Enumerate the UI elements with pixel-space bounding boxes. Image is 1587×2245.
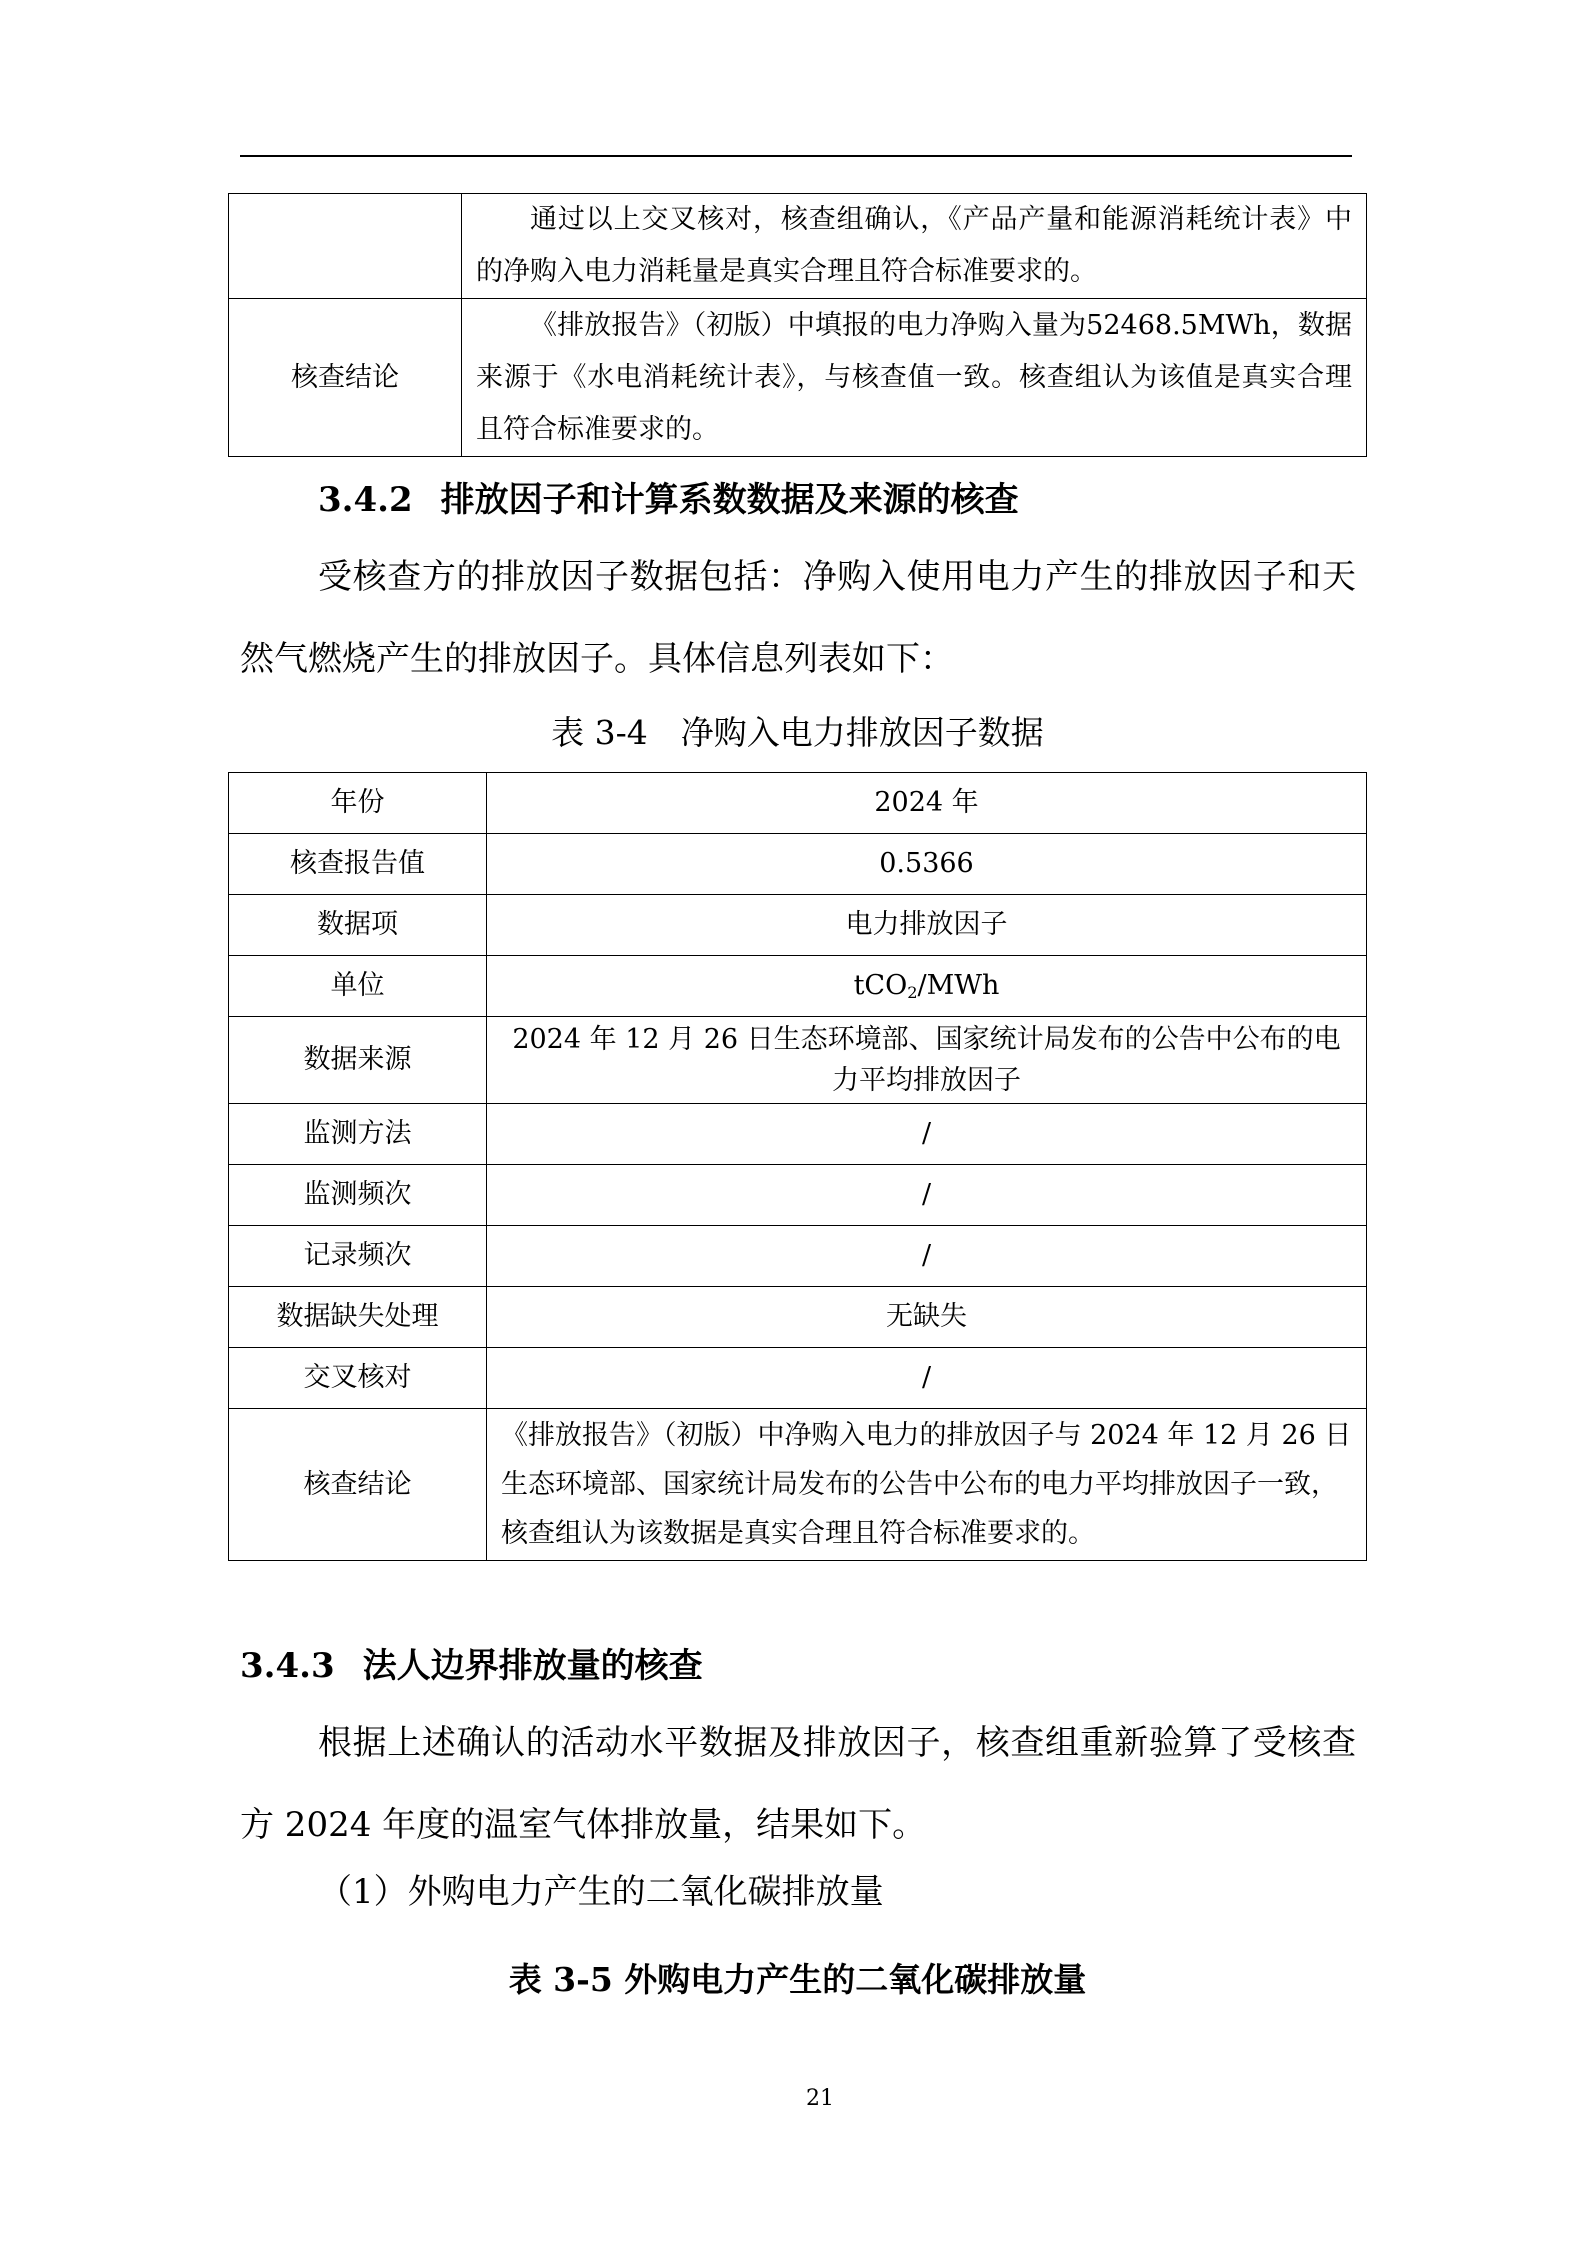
table-cell-value (487, 956, 1367, 1017)
table-cell-label: 核查结论 (229, 1409, 487, 1561)
table-row (229, 1226, 1367, 1287)
table-cell-value: 0.5366 (487, 834, 1367, 895)
table-cell-value: 《排放报告》（初版）中净购入电力的排放因子与 2024 年 12 月 26 日生态环境部、国家统计局发布的公告中公布的电力平均排放因子一致，核查组认为该数据是真实合理且符合标准要求的。 (487, 1409, 1367, 1561)
table-cell-label: 记录频次 (229, 1226, 487, 1287)
table-cell-label: 核查报告值 (229, 834, 487, 895)
table-cell-label: 年份 (229, 773, 487, 834)
table-cell-label: 交叉核对 (229, 1348, 487, 1409)
table-caption-3-5: 表 3-5 外购电力产生的二氧化碳排放量 (508, 1960, 1087, 1999)
unit-prefix: tCO (853, 970, 908, 1001)
table-cell-value: 2024 年 (487, 773, 1367, 834)
table-row (229, 1104, 1367, 1165)
unit-subscript: 2 (907, 983, 918, 1003)
table-cell-text: 《排放报告》（初版）中填报的电力净购入量为52468.5MWh，数据来源于《水电消耗统计表》，与核查值一致。核查组认为该值是真实合理且符合标准要求的。 (462, 299, 1367, 457)
header-rule (240, 155, 1352, 157)
table-row (229, 299, 1367, 457)
table-cell-label: 数据来源 (229, 1017, 487, 1104)
section-heading-3-4-3 (240, 1646, 703, 1686)
table-3-4 (228, 772, 1367, 1561)
table-cell-value: 无缺失 (487, 1287, 1367, 1348)
list-item-purchased-electricity: （1）外购电力产生的二氧化碳排放量 (318, 1872, 884, 1912)
table-row (229, 1287, 1367, 1348)
paragraph-emission-recalc: 根据上述确认的活动水平数据及排放因子，核查组重新验算了受核查方 2024 年度的温室气体排放量，结果如下。 (240, 1723, 1356, 1845)
unit-suffix: /MWh (917, 970, 1000, 1001)
table-row (229, 773, 1367, 834)
page-number: 21 (806, 2086, 834, 2111)
section-heading-3-4-2 (318, 480, 1019, 520)
table-cell-value: / (487, 1104, 1367, 1165)
table-cell-label: 监测方法 (229, 1104, 487, 1165)
table-cell-value: 电力排放因子 (487, 895, 1367, 956)
table-row (229, 1409, 1367, 1561)
section-title: 法人边界排放量的核查 (362, 1646, 703, 1686)
verification-table-continued (228, 193, 1367, 457)
table-cell-label: 监测频次 (229, 1165, 487, 1226)
table-cell-label (229, 194, 462, 299)
table-cell-label: 单位 (229, 956, 487, 1017)
section-number: 3.4.3 (240, 1646, 335, 1686)
table-cell-label: 核查结论 (229, 299, 462, 457)
table-row (229, 895, 1367, 956)
table-cell-label: 数据缺失处理 (229, 1287, 487, 1348)
table-cell-value: / (487, 1165, 1367, 1226)
paragraph-emission-factors: 受核查方的排放因子数据包括：净购入使用电力产生的排放因子和天然气燃烧产生的排放因子。具体信息列表如下： (240, 557, 1356, 679)
table-row (229, 1017, 1367, 1104)
table-row (229, 194, 1367, 299)
section-title: 排放因子和计算系数数据及来源的核查 (440, 480, 1019, 520)
table-cell-text: 通过以上交叉核对，核查组确认，《产品产量和能源消耗统计表》中的净购入电力消耗量是真实合理且符合标准要求的。 (462, 194, 1367, 299)
table-caption-3-4: 表 3-4 净购入电力排放因子数据 (551, 713, 1044, 752)
table-cell-label: 数据项 (229, 895, 487, 956)
section-number: 3.4.2 (318, 480, 413, 520)
table-cell-value: / (487, 1226, 1367, 1287)
table-row (229, 1348, 1367, 1409)
table-row (229, 956, 1367, 1017)
table-row (229, 1165, 1367, 1226)
table-row (229, 834, 1367, 895)
table-cell-value: 2024 年 12 月 26 日生态环境部、国家统计局发布的公告中公布的电力平均排放因子 (487, 1017, 1367, 1104)
table-cell-value: / (487, 1348, 1367, 1409)
